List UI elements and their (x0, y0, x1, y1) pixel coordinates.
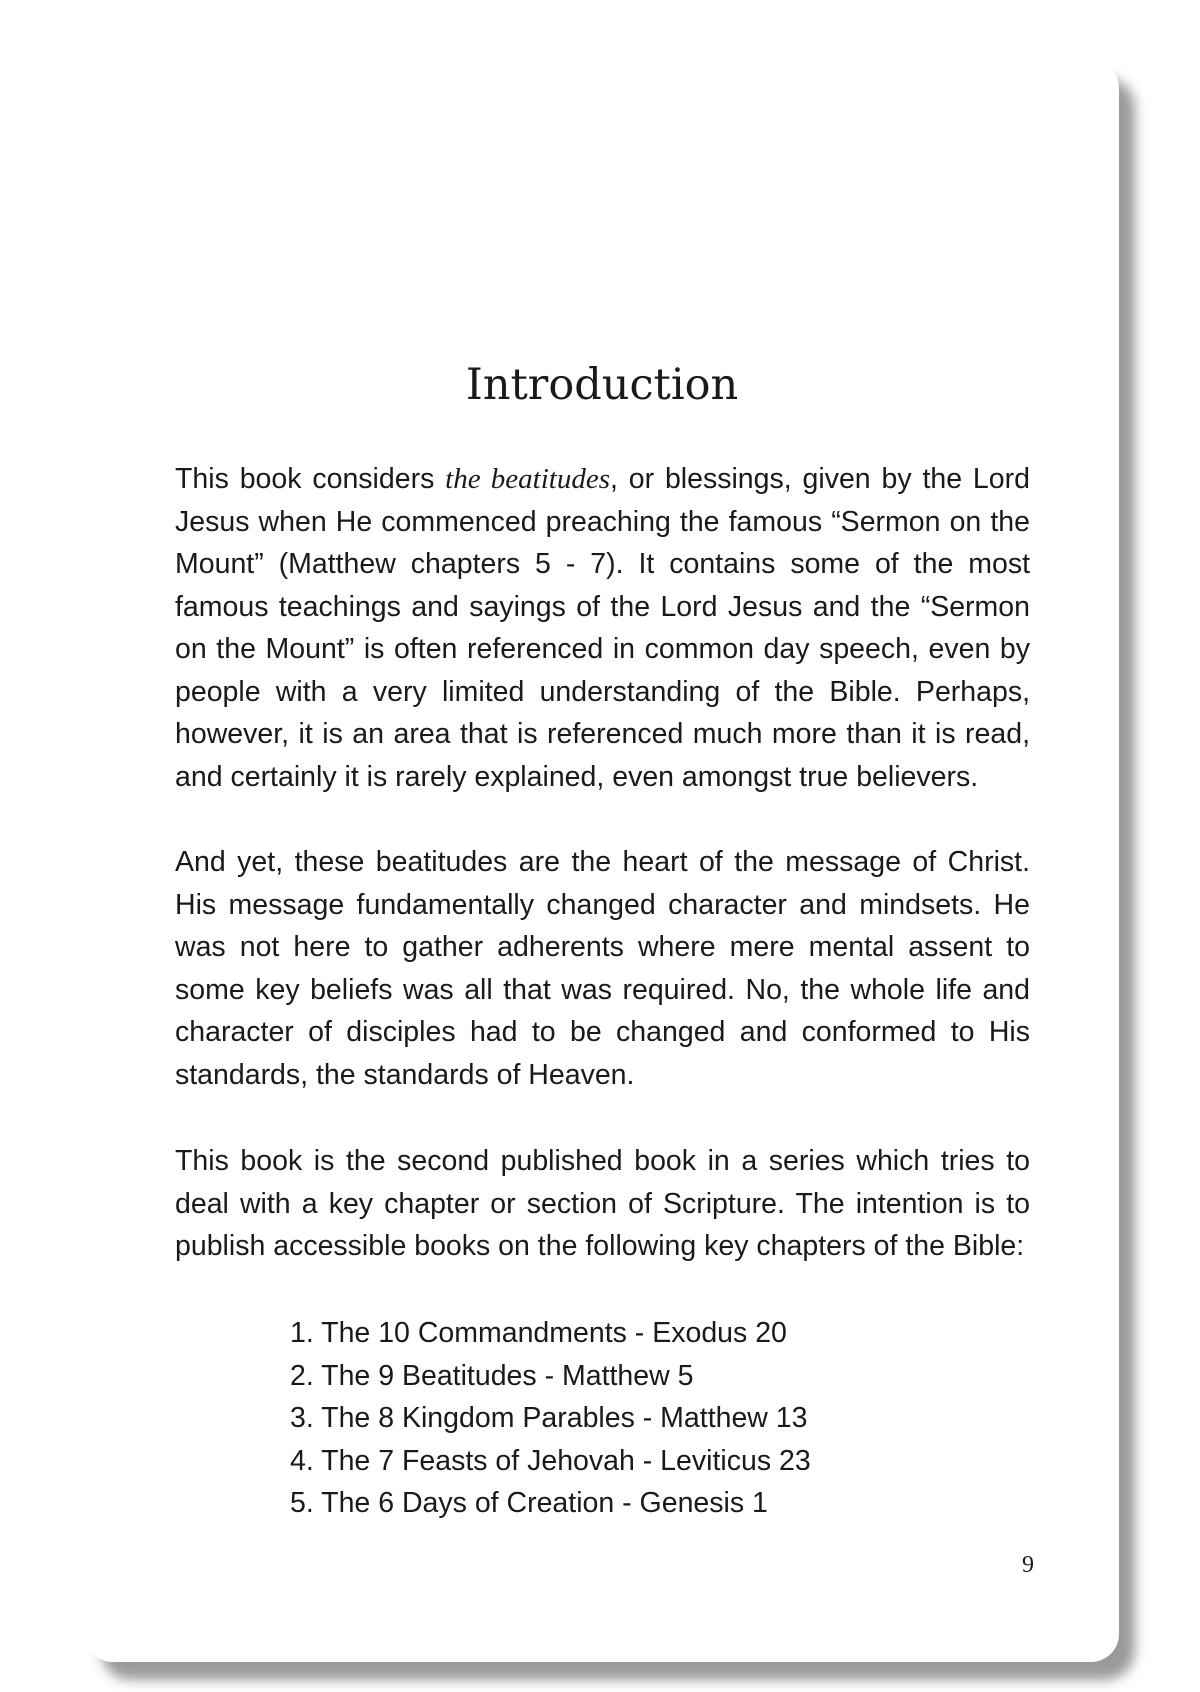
list-item: 2. The 9 Beatitudes - Matthew 5 (290, 1359, 694, 1392)
page-title: Introduction (465, 360, 739, 410)
list-item: 5. The 6 Days of Creation - Genesis 1 (290, 1487, 768, 1519)
list-item: 1. The 10 Commandments - Exodus 20 (290, 1317, 787, 1349)
page-number: 9 (1022, 1552, 1034, 1578)
list-item: 3. The 8 Kingdom Parables - Matthew 13 (290, 1402, 808, 1434)
emphasis-text: the beatitudes (445, 463, 610, 495)
intro-paragraph-2: And yet, these beatitudes are the heart of the message of Christ. His message fundamentally changed character and mindsets. He was not here to gather adherents where mere mental assent to some key beliefs was all that was required. No, the whole life and character of disciples had to be changed and conformed to His standards, the standards of Heaven. (175, 846, 1030, 1091)
paragraph-text: , or blessings, given by the Lord Jesus when He commenced preaching the famous “Sermon on the Mount” (Matthew chapters 5 - 7). It contains some of the most famous teachings and sayings of the Lord Jesus and the “Sermon on the Mount” is often referenced in common day speech, even by people with a very limited understanding of the Bible. Perhaps, however, it is an area that is referenced much more than it is read, and certainly it is rarely explained, even amongst true believers. (175, 463, 1030, 793)
book-page (85, 60, 1119, 1662)
book-series-list (290, 1312, 811, 1525)
list-item: 4. The 7 Feasts of Jehovah - Leviticus 23 (290, 1444, 811, 1477)
intro-paragraph-3: This book is the second published book in a series which tries to deal with a key chapter or section of Scripture. The intention is to publish accessible books on the following key chapters of the Bible: (175, 1145, 1030, 1262)
intro-paragraph-1 (175, 458, 1030, 798)
paragraph-text: This book considers (175, 463, 446, 495)
